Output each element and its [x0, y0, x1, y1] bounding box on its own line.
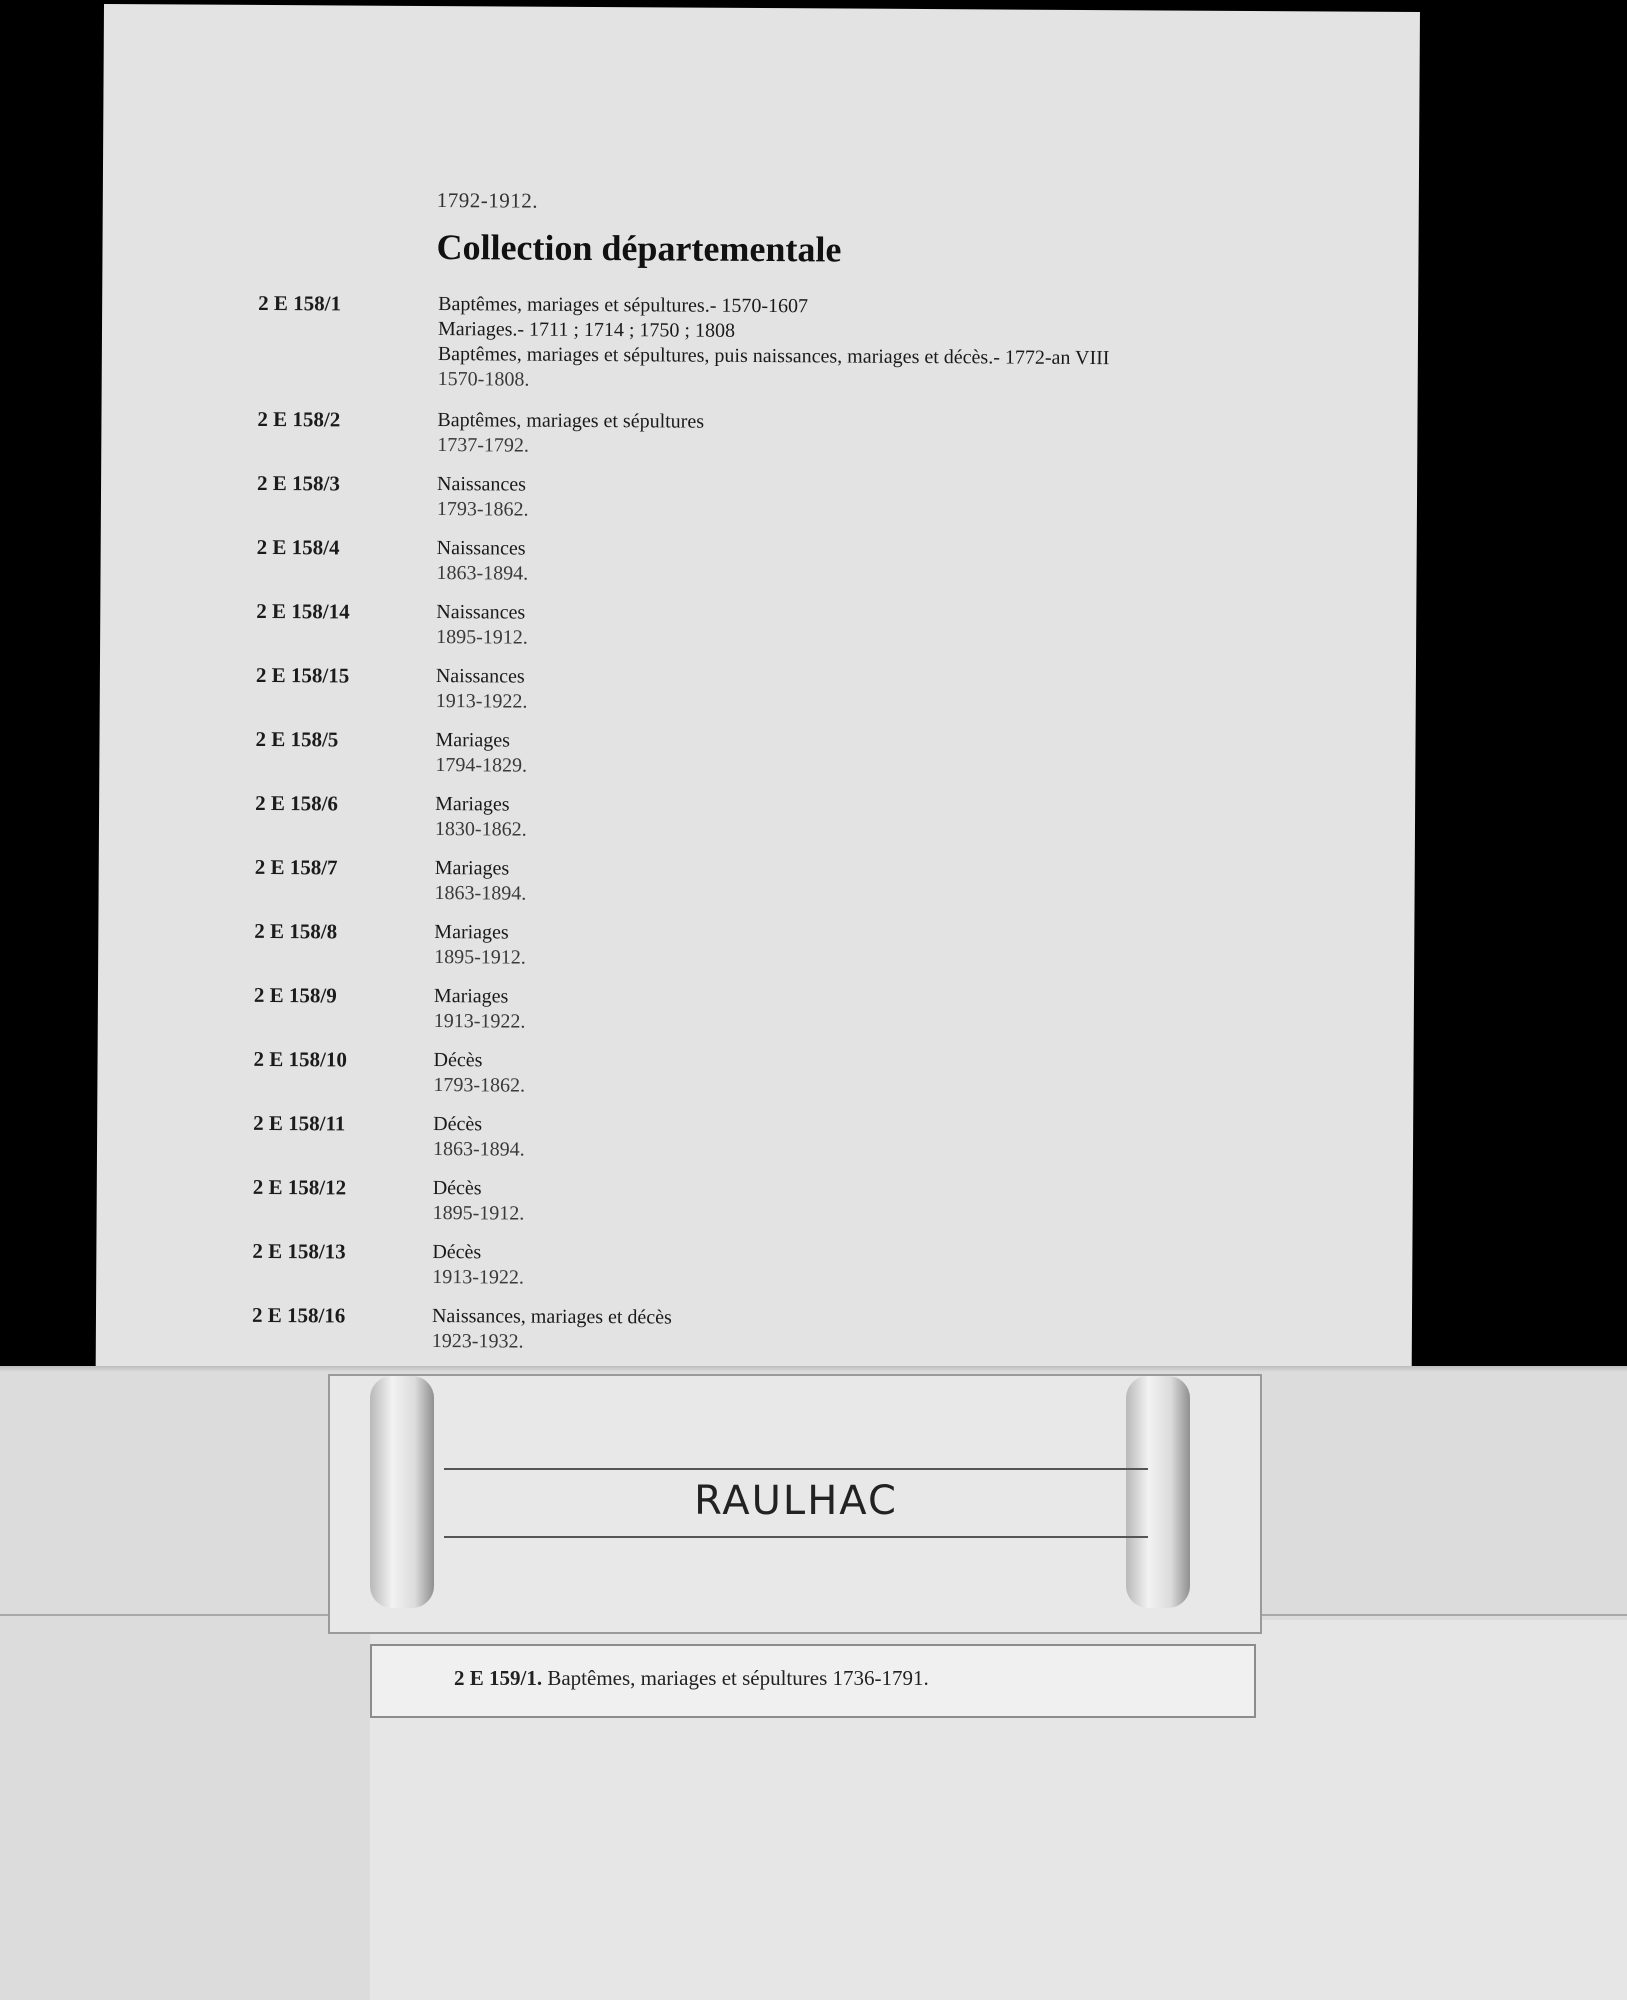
box-contents-strip: [370, 1644, 1256, 1718]
entry-description: [434, 920, 526, 971]
entry-dates: 1863-1894.: [432, 1138, 525, 1161]
entry-description: [438, 292, 1110, 396]
entry-description: [437, 408, 704, 460]
register-listing-sheet: [96, 4, 1420, 1392]
entry-description: [436, 536, 528, 587]
entry-description: [437, 472, 529, 523]
entry-cote: 2 E 158/16: [251, 1302, 346, 1328]
entry-dates: 1793-1862.: [436, 498, 529, 521]
entry-cote: 2 E 158/3: [257, 470, 340, 496]
entry-dates: 1913-1922.: [435, 690, 528, 713]
entry-description-line: Naissances, mariages et décès: [431, 1305, 672, 1329]
entry-description-line: Décès: [433, 1113, 483, 1136]
entry-description: [436, 664, 528, 715]
entry-row: [102, 290, 1402, 391]
entry-description: [435, 728, 527, 779]
entry-row: [100, 726, 1400, 777]
entry-description: [434, 984, 526, 1035]
entry-row: [96, 1302, 1396, 1353]
entry-description: [433, 1112, 525, 1163]
entry-cote: 2 E 158/15: [255, 662, 350, 688]
entry-description-line: Mariages: [435, 793, 510, 816]
entry-description-line: Mariages: [434, 921, 509, 944]
entry-row: [96, 1238, 1396, 1289]
entry-cote: 2 E 158/10: [253, 1046, 347, 1072]
entry-row: [97, 1110, 1397, 1161]
entry-row: [99, 854, 1399, 905]
entry-row: [101, 470, 1401, 521]
entry-cote: 2 E 158/8: [254, 918, 338, 944]
entry-description-line: Décès: [432, 1177, 482, 1200]
entry-description-line: Mariages.- 1711 ; 1714 ; 1750 ; 1808: [437, 318, 736, 342]
entry-row: [100, 662, 1400, 713]
entry-cote: 2 E 158/5: [255, 726, 339, 752]
entry-cote: 2 E 158/12: [252, 1174, 347, 1200]
entry-description-line: Naissances: [436, 601, 526, 624]
entry-description-line: Décès: [432, 1241, 482, 1264]
entry-description-line: Décès: [433, 1049, 483, 1072]
entry-description: [432, 1240, 524, 1291]
entry-description: [436, 600, 528, 651]
entry-dates: 1863-1894.: [434, 882, 527, 905]
entry-description-line: Mariages: [433, 985, 509, 1008]
entry-row: [101, 534, 1401, 585]
strip-description: Baptêmes, mariages et sépultures 1736-1791.: [547, 1666, 929, 1690]
entry-dates: 1863-1894.: [436, 562, 529, 585]
entry-description-line: Baptêmes, mariages et sépultures.- 1570-1607: [438, 293, 809, 318]
entry-dates: 1923-1932.: [431, 1330, 524, 1353]
entry-cote: 2 E 158/4: [256, 534, 340, 560]
entry-row: [100, 598, 1400, 649]
entry-description-line: Naissances: [436, 537, 526, 560]
entry-cote: 2 E 158/11: [253, 1110, 346, 1136]
archive-box: [0, 1366, 1627, 2000]
top-date-range: 1792-1912.: [436, 188, 539, 213]
entry-row: [102, 406, 1402, 457]
entry-row: [99, 790, 1399, 841]
entry-dates: 1913-1922.: [432, 1266, 524, 1289]
entry-description-line: Baptêmes, mariages et sépultures: [437, 409, 705, 433]
entry-dates: 1895-1912.: [434, 946, 526, 969]
strip-cote: 2 E 159/1.: [454, 1666, 543, 1690]
entry-cote: 2 E 158/1: [258, 290, 342, 316]
entry-row: [98, 982, 1398, 1033]
entry-cote: 2 E 158/7: [254, 854, 338, 880]
entry-dates: 1913-1922.: [433, 1010, 526, 1033]
entry-dates: 1895-1912.: [436, 626, 528, 649]
entry-description: [435, 792, 527, 843]
entry-description-line: Mariages: [434, 857, 510, 880]
entry-dates: 1794-1829.: [435, 754, 528, 777]
entry-row: [98, 918, 1398, 969]
label-bottom-line: [444, 1536, 1148, 1538]
entry-description: [433, 1176, 525, 1227]
entry-cote: 2 E 158/13: [252, 1238, 346, 1264]
entry-description: [433, 1048, 525, 1099]
entry-cote: 2 E 158/6: [255, 790, 339, 816]
entry-row: [97, 1174, 1397, 1225]
entry-dates: 1570-1808.: [437, 368, 530, 391]
entry-dates: 1737-1792.: [437, 434, 530, 457]
entry-description: [432, 1304, 672, 1355]
entry-description-line: Naissances: [435, 665, 525, 688]
page-heading: Collection départementale: [436, 227, 842, 270]
box-top-edge: [0, 1366, 1627, 1372]
town-name-label: RAULHAC: [694, 1478, 898, 1524]
label-roll-left: [370, 1376, 434, 1608]
entry-dates: 1830-1862.: [434, 818, 527, 841]
entry-description: [434, 856, 526, 907]
entry-description-line: Baptêmes, mariages et sépultures, puis naissances, mariages et décès.- 1772-an VIII: [437, 343, 1110, 370]
entry-description-line: Mariages: [435, 729, 510, 752]
entry-cote: 2 E 158/9: [253, 982, 337, 1008]
entry-description-line: Naissances: [437, 473, 526, 496]
entry-cote: 2 E 158/14: [256, 598, 350, 624]
strip-text: [454, 1666, 929, 1691]
entry-cote: 2 E 158/2: [257, 406, 341, 432]
label-top-line: [444, 1468, 1148, 1470]
entry-dates: 1793-1862.: [433, 1074, 526, 1097]
entry-row: [98, 1046, 1398, 1097]
entry-dates: 1895-1912.: [432, 1202, 525, 1225]
